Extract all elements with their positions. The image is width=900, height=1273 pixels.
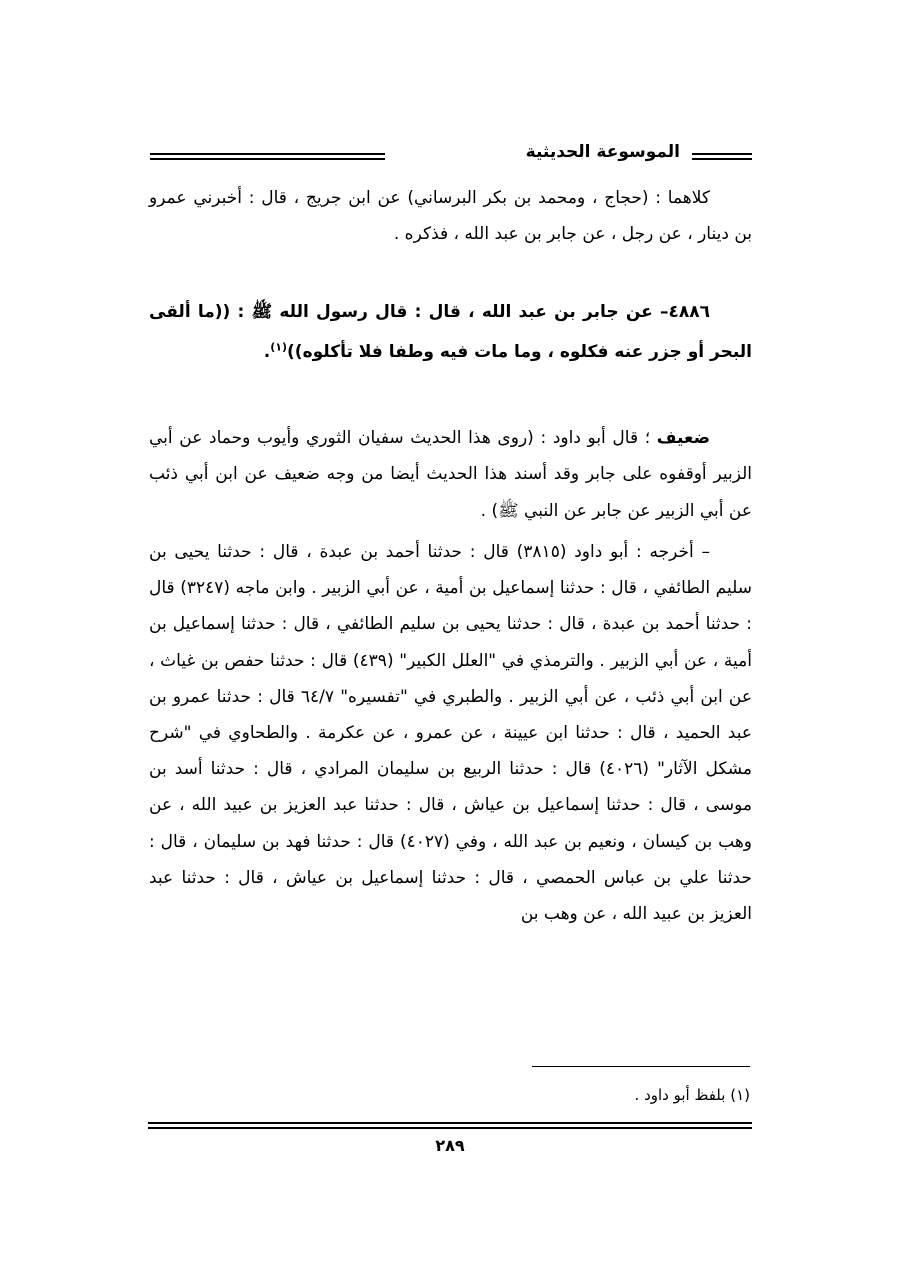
page-number: ٢٨٩: [435, 1136, 465, 1155]
grading-text: ؛ قال أبو داود : (روى هذا الحديث سفيان الثوري وأيوب وحماد عن أبي الزبير أوقفوه على جابر وقد أسند هذا الحديث أيضا من وجه ضعيف عن ابن أبي ذئب عن أبي الزبير عن جابر عن النبي ﷺ) .: [149, 428, 752, 521]
grading-paragraph: [149, 420, 752, 529]
takhrij-text: – أخرجه : أبو داود (٣٨١٥) قال : حدثنا أحمد بن عبدة ، قال : حدثنا يحيى بن سليم الطائفي ، قال : حدثنا إسماعيل بن أمية ، عن أبي الزبير . وابن ماجه (٣٢٤٧) قال : حدثنا أحمد بن عبدة ، قال : حدثنا يحيى بن سليم الطائفي ، قال : حدثنا إسماعيل بن أمية ، عن أبي الزبير . والترمذي في "العلل الكبير" (٤٣٩) قال : حدثنا حفص بن غياث ، عن ابن أبي ذئب ، عن أبي الزبير . والطبري في "تفسيره" ٦٤/٧ قال : حدثنا عمرو بن عبد الحميد ، قال : حدثنا ابن عيينة ، عن عمرو ، عن عكرمة . والطحاوي في "شرح مشكل الآثار" (٤٠٢٦) قال : حدثنا الربيع بن سليمان المرادي ، قال : حدثنا أسد بن موسى ، قال : حدثنا إسماعيل بن عياش ، قال : حدثنا عبد العزيز بن عبيد الله ، عن وهب بن كيسان ، ونعيم بن عبد الله ، وفي (٤٠٢٧) قال : حدثنا فهد بن سليمان ، قال : حدثنا علي بن عباس الحمصي ، قال : حدثنا إسماعيل بن عياش ، قال : حدثنا عبد العزيز بن عبيد الله ، عن وهب بن: [149, 542, 752, 925]
hadith-entry: [149, 292, 752, 372]
hadith-number: ٤٨٨٦: [668, 302, 710, 322]
paragraph-chain-continuation: [149, 180, 752, 253]
hadith-text: – عن جابر بن عبد الله ، قال : قال رسول الله ﷺ : ((ما ألقى البحر أو جزر عنه فكلوه ، وما مات فيه وطفا فلا تأكلوه)): [149, 302, 752, 362]
hadith-end: .: [263, 342, 271, 362]
footnote-reference: (١): [270, 340, 288, 354]
grading-label: ضعيف: [656, 428, 711, 448]
footnote-separator: [532, 1066, 750, 1067]
takhrij-paragraph: [149, 534, 752, 932]
footer-rule: [148, 1122, 752, 1129]
header-rule-right: [692, 153, 752, 160]
running-header: [150, 142, 752, 172]
header-rule-left: [150, 153, 385, 160]
footnote: (١) بلفظ أبو داود .: [634, 1086, 750, 1104]
paragraph-text: كلاهما : (حجاج ، ومحمد بن بكر البرساني) عن ابن جريج ، قال : أخبرني عمرو بن دينار ، عن رجل ، عن جابر بن عبد الله ، فذكره .: [149, 188, 752, 245]
header-title: الموسوعة الحديثية: [525, 142, 680, 162]
